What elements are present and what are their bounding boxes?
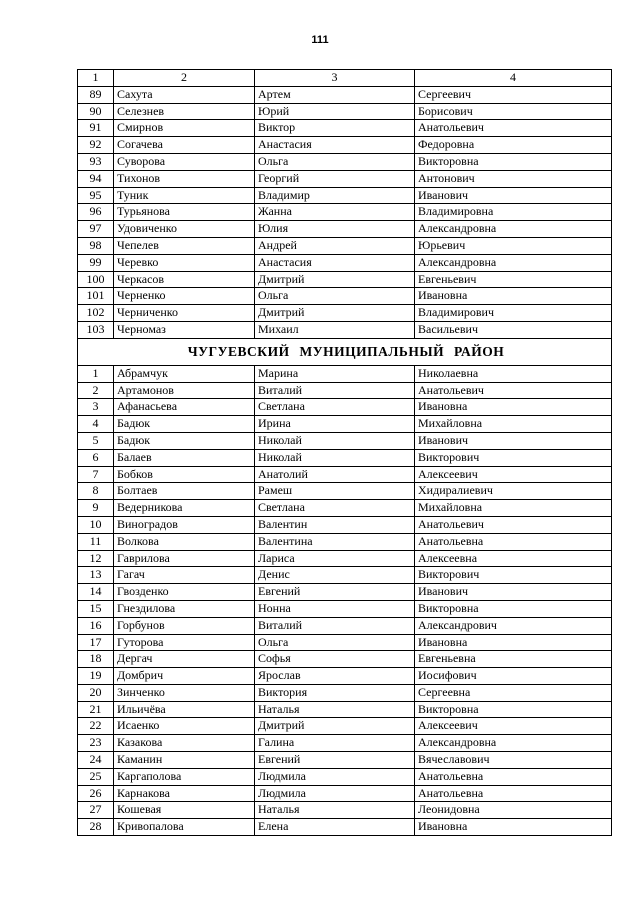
surname-cell: Гуторова <box>114 634 255 651</box>
table-row <box>78 305 612 322</box>
patronymic-cell: Викторовна <box>415 153 612 170</box>
first-name-cell: Софья <box>255 651 415 668</box>
first-name-cell: Наталья <box>255 701 415 718</box>
row-number-cell: 103 <box>78 321 114 338</box>
table-row <box>78 600 612 617</box>
row-number-cell: 89 <box>78 86 114 103</box>
table-row <box>78 365 612 382</box>
first-name-cell: Валентина <box>255 533 415 550</box>
table-row <box>78 516 612 533</box>
table-row <box>78 221 612 238</box>
table-row <box>78 449 612 466</box>
row-number-cell: 9 <box>78 500 114 517</box>
patronymic-cell: Владимирович <box>415 305 612 322</box>
surname-cell: Балаев <box>114 449 255 466</box>
first-name-cell: Ольга <box>255 153 415 170</box>
first-name-cell: Рамеш <box>255 483 415 500</box>
surname-cell: Артамонов <box>114 382 255 399</box>
patronymic-cell: Анатольевич <box>415 382 612 399</box>
table-row <box>78 735 612 752</box>
table-row <box>78 170 612 187</box>
table-row <box>78 819 612 836</box>
surname-cell: Удовиченко <box>114 221 255 238</box>
table-row <box>78 137 612 154</box>
surname-cell: Ведерникова <box>114 500 255 517</box>
first-name-cell: Артем <box>255 86 415 103</box>
first-name-cell: Людмила <box>255 768 415 785</box>
surname-cell: Виноградов <box>114 516 255 533</box>
surname-cell: Карнакова <box>114 785 255 802</box>
first-name-cell: Николай <box>255 449 415 466</box>
first-name-cell: Наталья <box>255 802 415 819</box>
first-name-cell: Ирина <box>255 416 415 433</box>
row-number-cell: 13 <box>78 567 114 584</box>
row-number-cell: 94 <box>78 170 114 187</box>
surname-cell: Казакова <box>114 735 255 752</box>
table-row <box>78 785 612 802</box>
table-row <box>78 237 612 254</box>
row-number-cell: 90 <box>78 103 114 120</box>
row-number-cell: 10 <box>78 516 114 533</box>
row-number-cell: 19 <box>78 668 114 685</box>
table-row <box>78 617 612 634</box>
first-name-cell: Светлана <box>255 500 415 517</box>
surname-cell: Черкасов <box>114 271 255 288</box>
row-number-cell: 20 <box>78 684 114 701</box>
row-number-cell: 16 <box>78 617 114 634</box>
first-name-cell: Ярослав <box>255 668 415 685</box>
surname-cell: Исаенко <box>114 718 255 735</box>
first-name-cell: Марина <box>255 365 415 382</box>
patronymic-cell: Викторовна <box>415 600 612 617</box>
patronymic-cell: Иванович <box>415 432 612 449</box>
patronymic-cell: Ивановна <box>415 634 612 651</box>
patronymic-cell: Федоровна <box>415 137 612 154</box>
surname-cell: Бадюк <box>114 416 255 433</box>
patronymic-cell: Сергеевич <box>415 86 612 103</box>
row-number-cell: 15 <box>78 600 114 617</box>
row-number-cell: 18 <box>78 651 114 668</box>
table-row <box>78 701 612 718</box>
patronymic-cell: Иванович <box>415 187 612 204</box>
surname-cell: Бадюк <box>114 432 255 449</box>
table-row <box>78 399 612 416</box>
first-name-cell: Жанна <box>255 204 415 221</box>
table-row <box>78 271 612 288</box>
first-name-cell: Виктория <box>255 684 415 701</box>
patronymic-cell: Ивановна <box>415 288 612 305</box>
table-row <box>78 466 612 483</box>
first-name-cell: Ольга <box>255 288 415 305</box>
first-name-cell: Анастасия <box>255 254 415 271</box>
patronymic-cell: Иванович <box>415 584 612 601</box>
row-number-cell: 2 <box>78 382 114 399</box>
section-title: ЧУГУЕВСКИЙ МУНИЦИПАЛЬНЫЙ РАЙОН <box>78 338 612 365</box>
table-row <box>78 500 612 517</box>
row-number-cell: 8 <box>78 483 114 500</box>
row-number-cell: 4 <box>78 416 114 433</box>
patronymic-cell: Ивановна <box>415 399 612 416</box>
row-number-cell: 102 <box>78 305 114 322</box>
table-row <box>78 668 612 685</box>
surname-cell: Черниченко <box>114 305 255 322</box>
surname-cell: Селезнев <box>114 103 255 120</box>
row-number-cell: 14 <box>78 584 114 601</box>
patronymic-cell: Александровна <box>415 221 612 238</box>
surname-cell: Дергач <box>114 651 255 668</box>
table-row <box>78 483 612 500</box>
patronymic-cell: Ивановна <box>415 819 612 836</box>
table-row <box>78 567 612 584</box>
first-name-cell: Светлана <box>255 399 415 416</box>
section-row <box>78 338 612 365</box>
table-row <box>78 718 612 735</box>
first-name-cell: Денис <box>255 567 415 584</box>
column-number: 1 <box>78 70 114 87</box>
patronymic-cell: Михайловна <box>415 416 612 433</box>
row-number-cell: 1 <box>78 365 114 382</box>
row-number-cell: 23 <box>78 735 114 752</box>
page-number: 111 <box>311 34 329 46</box>
table-row <box>78 120 612 137</box>
table-row <box>78 802 612 819</box>
first-name-cell: Виталий <box>255 617 415 634</box>
first-name-cell: Георгий <box>255 170 415 187</box>
row-number-cell: 5 <box>78 432 114 449</box>
row-number-cell: 26 <box>78 785 114 802</box>
surname-cell: Черномаз <box>114 321 255 338</box>
first-name-cell: Юрий <box>255 103 415 120</box>
row-number-cell: 101 <box>78 288 114 305</box>
table-row <box>78 103 612 120</box>
table-row <box>78 550 612 567</box>
patronymic-cell: Борисович <box>415 103 612 120</box>
patronymic-cell: Хидиралиевич <box>415 483 612 500</box>
surname-cell: Зинченко <box>114 684 255 701</box>
surname-cell: Горбунов <box>114 617 255 634</box>
row-number-cell: 92 <box>78 137 114 154</box>
first-name-cell: Дмитрий <box>255 718 415 735</box>
patronymic-cell: Михайловна <box>415 500 612 517</box>
surname-cell: Туник <box>114 187 255 204</box>
row-number-cell: 95 <box>78 187 114 204</box>
table-row <box>78 533 612 550</box>
surname-cell: Афанасьева <box>114 399 255 416</box>
patronymic-cell: Юрьевич <box>415 237 612 254</box>
patronymic-cell: Александрович <box>415 617 612 634</box>
surname-cell: Гагач <box>114 567 255 584</box>
column-number: 3 <box>255 70 415 87</box>
table-row <box>78 768 612 785</box>
first-name-cell: Виктор <box>255 120 415 137</box>
patronymic-cell: Васильевич <box>415 321 612 338</box>
table-row <box>78 86 612 103</box>
surname-cell: Гвозденко <box>114 584 255 601</box>
table-row <box>78 288 612 305</box>
table-row <box>78 651 612 668</box>
table-row <box>78 584 612 601</box>
patronymic-cell: Сергеевна <box>415 684 612 701</box>
surname-cell: Каргаполова <box>114 768 255 785</box>
row-number-cell: 12 <box>78 550 114 567</box>
table-row <box>78 187 612 204</box>
patronymic-cell: Антонович <box>415 170 612 187</box>
row-number-cell: 3 <box>78 399 114 416</box>
row-number-cell: 11 <box>78 533 114 550</box>
row-number-cell: 98 <box>78 237 114 254</box>
first-name-cell: Николай <box>255 432 415 449</box>
patronymic-cell: Анатольевна <box>415 785 612 802</box>
patronymic-cell: Леонидовна <box>415 802 612 819</box>
patronymic-cell: Вячеславович <box>415 752 612 769</box>
patronymic-cell: Анатольевич <box>415 120 612 137</box>
patronymic-cell: Алексеевич <box>415 466 612 483</box>
patronymic-cell: Иосифович <box>415 668 612 685</box>
surname-cell: Черненко <box>114 288 255 305</box>
first-name-cell: Дмитрий <box>255 305 415 322</box>
patronymic-cell: Анатольевич <box>415 516 612 533</box>
row-number-cell: 28 <box>78 819 114 836</box>
table-row <box>78 634 612 651</box>
patronymic-cell: Евгеньевич <box>415 271 612 288</box>
surname-cell: Сахута <box>114 86 255 103</box>
first-name-cell: Михаил <box>255 321 415 338</box>
first-name-cell: Анатолий <box>255 466 415 483</box>
table-row <box>78 416 612 433</box>
surname-cell: Кошевая <box>114 802 255 819</box>
surname-cell: Ильичёва <box>114 701 255 718</box>
surname-cell: Каманин <box>114 752 255 769</box>
surname-cell: Бобков <box>114 466 255 483</box>
column-number: 2 <box>114 70 255 87</box>
table-row <box>78 321 612 338</box>
first-name-cell: Лариса <box>255 550 415 567</box>
row-number-cell: 91 <box>78 120 114 137</box>
surname-cell: Суворова <box>114 153 255 170</box>
surname-cell: Чепелев <box>114 237 255 254</box>
table-row <box>78 684 612 701</box>
row-number-cell: 100 <box>78 271 114 288</box>
surname-cell: Черевко <box>114 254 255 271</box>
first-name-cell: Анастасия <box>255 137 415 154</box>
surname-cell: Кривопалова <box>114 819 255 836</box>
first-name-cell: Валентин <box>255 516 415 533</box>
table-row <box>78 153 612 170</box>
table-row <box>78 752 612 769</box>
table-row <box>78 204 612 221</box>
first-name-cell: Людмила <box>255 785 415 802</box>
patronymic-cell: Викторовна <box>415 701 612 718</box>
row-number-cell: 7 <box>78 466 114 483</box>
patronymic-cell: Анатольевна <box>415 533 612 550</box>
patronymic-cell: Алексеевна <box>415 550 612 567</box>
patronymic-cell: Александровна <box>415 254 612 271</box>
row-number-cell: 99 <box>78 254 114 271</box>
first-name-cell: Юлия <box>255 221 415 238</box>
column-number-row <box>78 70 612 87</box>
row-number-cell: 21 <box>78 701 114 718</box>
surname-cell: Гнездилова <box>114 600 255 617</box>
first-name-cell: Андрей <box>255 237 415 254</box>
table-row <box>78 432 612 449</box>
patronymic-cell: Анатольевна <box>415 768 612 785</box>
patronymic-cell: Алексеевич <box>415 718 612 735</box>
names-table <box>77 69 612 836</box>
patronymic-cell: Евгеньевна <box>415 651 612 668</box>
row-number-cell: 6 <box>78 449 114 466</box>
surname-cell: Турьянова <box>114 204 255 221</box>
row-number-cell: 27 <box>78 802 114 819</box>
first-name-cell: Евгений <box>255 752 415 769</box>
table-row <box>78 254 612 271</box>
surname-cell: Смирнов <box>114 120 255 137</box>
first-name-cell: Владимир <box>255 187 415 204</box>
patronymic-cell: Викторович <box>415 567 612 584</box>
first-name-cell: Нонна <box>255 600 415 617</box>
patronymic-cell: Николаевна <box>415 365 612 382</box>
first-name-cell: Ольга <box>255 634 415 651</box>
row-number-cell: 96 <box>78 204 114 221</box>
surname-cell: Болтаев <box>114 483 255 500</box>
table-row <box>78 382 612 399</box>
first-name-cell: Виталий <box>255 382 415 399</box>
row-number-cell: 24 <box>78 752 114 769</box>
first-name-cell: Елена <box>255 819 415 836</box>
first-name-cell: Евгений <box>255 584 415 601</box>
surname-cell: Волкова <box>114 533 255 550</box>
row-number-cell: 17 <box>78 634 114 651</box>
patronymic-cell: Викторович <box>415 449 612 466</box>
row-number-cell: 97 <box>78 221 114 238</box>
surname-cell: Гаврилова <box>114 550 255 567</box>
row-number-cell: 22 <box>78 718 114 735</box>
surname-cell: Домбрич <box>114 668 255 685</box>
patronymic-cell: Владимировна <box>415 204 612 221</box>
row-number-cell: 93 <box>78 153 114 170</box>
column-number: 4 <box>415 70 612 87</box>
row-number-cell: 25 <box>78 768 114 785</box>
surname-cell: Согачева <box>114 137 255 154</box>
surname-cell: Абрамчук <box>114 365 255 382</box>
patronymic-cell: Александровна <box>415 735 612 752</box>
first-name-cell: Галина <box>255 735 415 752</box>
surname-cell: Тихонов <box>114 170 255 187</box>
first-name-cell: Дмитрий <box>255 271 415 288</box>
